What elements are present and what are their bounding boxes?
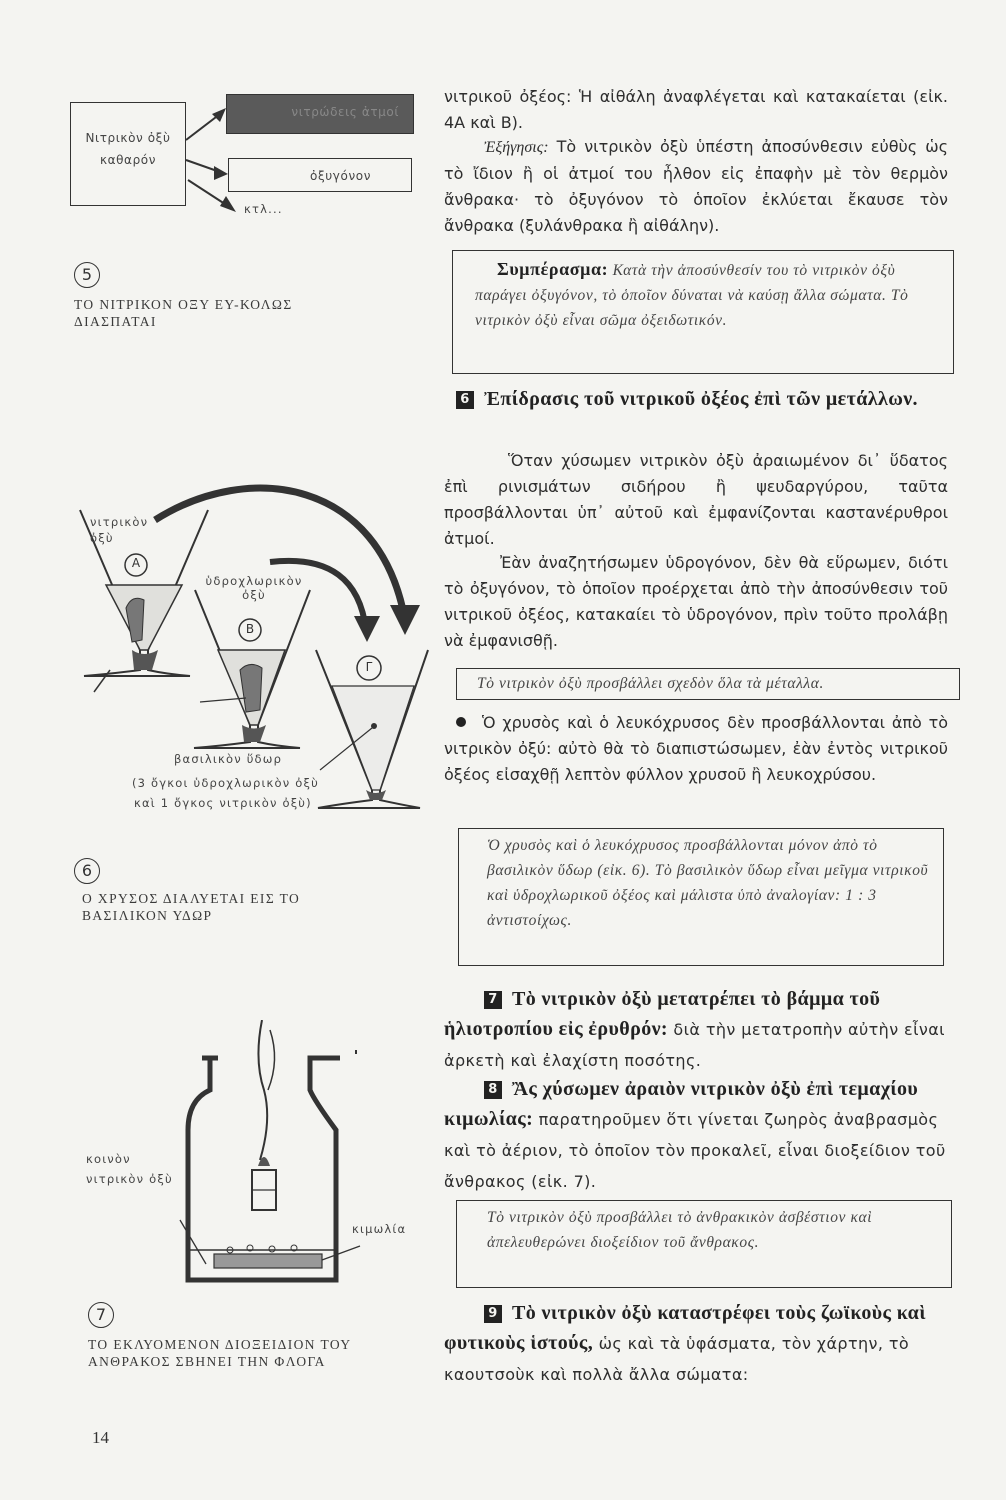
figure-7-number: 7 — [88, 1302, 114, 1328]
explanation-label: Ἐξήγησις: — [484, 139, 549, 156]
aqua-regia-label: βασιλικὸν ὕδωρ — [174, 752, 283, 766]
figure-7-caption: ΤΟ ΕΚΛΥΟΜΕΝΟΝ ΔΙΟΞΕΙΔΙΟΝ ΤΟΥ ΑΝΘΡΑΚΟΣ ΣΒΗΝΕΙ ΤΗΝ ΦΛΟΓΑ — [88, 1337, 351, 1369]
aqua-regia-mix-line2: καὶ 1 ὄγκος νιτρικὸν ὀξὺ) — [134, 796, 312, 810]
section-9-number: 9 — [484, 1305, 502, 1323]
aqua-regia-mix-line1: (3 ὄγκοι ὑδροχλωρικὸν ὀξὺ — [132, 776, 319, 790]
section-7-title: Τὸ νιτρικὸν ὀξὺ μετατρέπει τὸ βάμμα τοῦ ἡλιοτροπίου εἰς ἐρυθρόν: — [444, 988, 881, 1040]
section-9-paragraph — [444, 1298, 958, 1390]
oxygen-box — [228, 158, 412, 192]
hydrochloric-acid-label: ὑδροχλωρικὸν ὀξὺ — [205, 574, 303, 602]
explanation-text: Τὸ νιτρικὸν ὀξὺ ὑπέστη ἀποσύνθεσιν εὐθὺς ὡς τὸ ἴδιον ἢ οἱ ἀτμοί του ἦλθον εἰς ἐπαφὴν μὲ τὸν θερμὸν ἄνθρακα· τὸ ὀξυγόνον τὸ ὁποῖον ἐκλύεται ἔκαυσε τὸν ἄνθρακα (ξυλάνθρακα ἢ αἰθάλην). — [444, 137, 948, 235]
nitrous-fumes-label: νιτρώδεις ἀτμοί — [291, 105, 399, 119]
chalk-box: Τὸ νιτρικὸν ὀξὺ προσβάλλει τὸ ἀνθρακικὸν ἀσβέστιον καὶ ἀπελευθερώνει διοξείδιον τοῦ ἄνθρακος. — [456, 1200, 952, 1288]
common-nitric-acid-label-2: νιτρικὸν ὀξὺ — [86, 1172, 173, 1186]
metals-box: Τὸ νιτρικὸν ὀξὺ προσβάλλει σχεδὸν ὅλα τὰ μέταλλα. — [456, 668, 960, 700]
etc-label: κτλ... — [244, 202, 283, 216]
glass-a-label: A — [131, 556, 141, 570]
aqua-regia-box: Ὁ χρυσὸς καὶ ὁ λευκόχρυσος προσβάλλονται μόνον ἀπὸ τὸ βασιλικὸν ὕδωρ (εἰκ. 6). Τὸ βασιλικὸν ὕδωρ εἶναι μεῖγμα νιτρικοῦ καὶ ὑδροχλωρικοῦ ὀξέος καὶ μάλιστα ὑπὸ ἀναλογίαν: 1 : 3 ἀντιστοίχως. — [458, 828, 944, 966]
figure-7-illustration — [160, 1020, 410, 1290]
section-6-paragraph-1: Ὅταν χύσωμεν νιτρικὸν ὀξὺ ἀραιωμένον δι᾽ ὕδατος ἐπὶ ρινισμάτων σιδήρου ἢ ψευδαργύρου, ταῦτα προσβάλλονται ὑπ᾽ αὐτοῦ καὶ ἐμφανίζονται καστανέρυθροι ἀτμοί. — [444, 451, 948, 548]
gold-bullet-paragraph — [444, 710, 948, 788]
figure-6-number: 6 — [74, 858, 100, 884]
section-7-paragraph — [444, 984, 948, 1076]
nitrous-fumes-box — [226, 94, 414, 134]
explanation-paragraph — [444, 134, 948, 239]
figure-5-caption: ΤΟ ΝΙΤΡΙΚΟΝ ΟΞΥ ΕΥ-ΚΟΛΩΣ ΔΙΑΣΠΑΤΑΙ — [74, 297, 293, 329]
section-8-paragraph — [444, 1074, 948, 1197]
gold-bullet-text: Ὁ χρυσὸς καὶ ὁ λευκόχρυσος δὲν προσβάλλονται ἀπὸ τὸ νιτρικὸν ὀξύ: αὐτὸ θὰ τὸ διαπιστώσωμεν, ἐὰν ἐντὸς νιτρικοῦ ὀξέος εἰσαχθῇ λεπτὸν φύλλον χρυσοῦ ἢ λευκοχρύσου. — [444, 713, 948, 784]
section-9-title: Τὸ νιτρικὸν ὀξὺ καταστρέφει τοὺς ζωϊκοὺς καὶ φυτικοὺς ἱστούς, — [444, 1302, 926, 1354]
glass-b-label: B — [245, 622, 255, 636]
figure-5 — [70, 88, 420, 228]
chalk-label: κιμωλία — [352, 1222, 407, 1236]
section-6-title: Ἐπίδρασις τοῦ νιτρικοῦ ὀξέος ἐπὶ τῶν μετάλλων. — [484, 388, 918, 410]
figure-6-caption: Ο ΧΡΥΣΟΣ ΔΙΑΛΥΕΤΑΙ ΕΙΣ ΤΟ ΒΑΣΙΛΙΚΟΝ ΥΔΩΡ — [82, 891, 301, 923]
pure-nitric-acid-box — [70, 102, 186, 206]
oxygen-label: ὀξυγόνον — [310, 169, 371, 183]
conclusion-label: Συμπέρασμα: — [497, 259, 609, 279]
nitric-acid-label: νιτρικὸν ὀξὺ — [90, 515, 149, 545]
section-7-text: διὰ τὴν μετατροπὴν αὐτὴν εἶναι ἀρκετὴ καὶ ἐλαχίστη ποσότης. — [444, 1020, 945, 1070]
conclusion-box — [452, 250, 954, 374]
section-7-number: 7 — [484, 991, 502, 1009]
section-6-heading — [456, 384, 948, 414]
section-6-paragraph-2: Ἐὰν ἀναζητήσωμεν ὑδρογόνον, δὲν θὰ εὕρωμεν, διότι τὸ ὀξυγόνον, τὸ ὁποῖον προέρχεται ἀπὸ τὴν ἀποσύνθεσιν τοῦ νιτρικοῦ ὀξέος, κατακαίει τὸ ὑδρογόνον, πρὶν τοῦτο προλάβῃ νὰ ἐμφανισθῇ. — [444, 553, 948, 650]
bullet-icon — [456, 717, 466, 727]
section-6-number: 6 — [456, 391, 474, 409]
section-8-text: παρατηροῦμεν ὅτι γίνεται ζωηρὸς ἀναβρασμὸς καὶ τὸ ἀέριον, τὸ ὁποῖον τὸν προκαλεῖ, εἶναι διοξείδιον τοῦ ἄνθρακος (εἰκ. 7). — [444, 1110, 946, 1191]
pure-nitric-acid-label: Νιτρικὸν ὀξὺ καθαρόν — [85, 131, 171, 167]
section-8-title: Ἂς χύσωμεν ἀραιὸν νιτρικὸν ὀξὺ ἐπὶ τεμαχίου κιμωλίας: — [444, 1078, 919, 1130]
section-9-text: ὡς καὶ τὰ ὑφάσματα, τὸν χάρτην, τὸ καουτσοὺκ καὶ πολλὰ ἄλλα σώματα: — [444, 1334, 910, 1384]
section-8-number: 8 — [484, 1081, 502, 1099]
glass-c-label: Γ — [365, 660, 373, 674]
paragraph-top: νιτρικοῦ ὀξέος: Ἡ αἰθάλη ἀναφλέγεται καὶ κατακαίεται (εἰκ. 4Α καὶ Β). — [444, 87, 948, 132]
figure-5-number: 5 — [74, 262, 100, 288]
page-number: 14 — [92, 1428, 109, 1447]
common-nitric-acid-label-1: κοινὸν — [86, 1152, 131, 1166]
decomposition-arrows — [180, 88, 240, 228]
conclusion-text: Κατὰ τὴν ἀποσύνθεσίν του τὸ νιτρικὸν ὀξὺ παράγει ὀξυγόνον, τὸ ὁποῖον δύναται νὰ καύσῃ ἄλλα σώματα. Τὸ νιτρικὸν ὀξὺ εἶναι σῶμα ὀξειδωτικόν. — [475, 262, 909, 329]
